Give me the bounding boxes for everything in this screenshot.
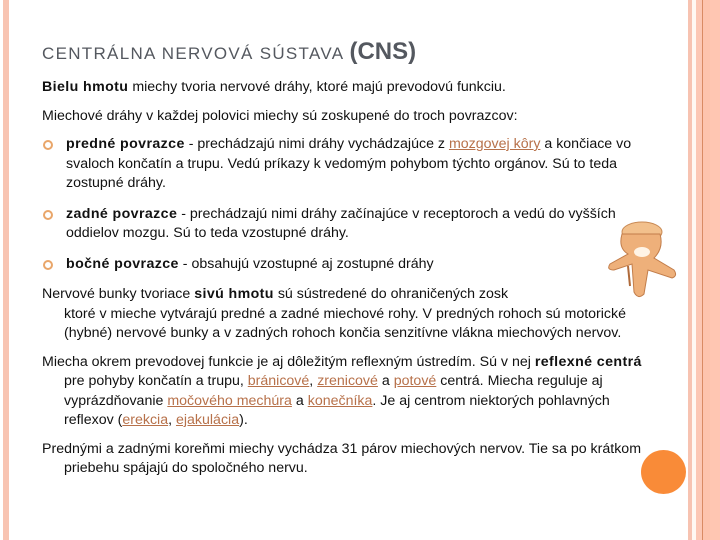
link-konecnika[interactable]: konečníka [307,392,373,409]
paragraph-text: , [309,373,318,389]
paragraph-text: Miecha okrem prevodovej funkcie je aj dôležitým reflexným ústredím. Sú v nej [42,353,535,370]
paragraph-white-matter [42,78,642,98]
link-zrenicove[interactable]: zrenicové [317,373,378,389]
paragraph-text: Nervové bunky tvoriace [42,286,195,302]
paragraph-text: pre pohyby končatín a trupu, [64,373,248,389]
circle-bullet-icon [43,210,53,220]
link-ejakulacia[interactable]: ejakulácia [175,412,240,428]
link-branicove[interactable]: bránicové [247,373,310,389]
list-item [42,255,642,275]
paragraph-text: ktoré v mieche vytvárajú predné a zadné miechové rohy. V predných rohoch sú motorické (hybné) nervové bunky a v zadných rohoch končia senzitívne vlákna miechových nervov. [64,305,626,341]
slide-title [42,38,416,66]
paragraph-text: , [168,412,176,428]
paragraph-text: ). [239,412,248,428]
paragraph-text: . Je aj centrom niektorých pohlavných reflexov ( [64,392,610,428]
title-abbreviation: (CNS) [349,38,417,65]
right-decorative-stripe [710,0,720,540]
list-text: - prechádzajú nimi dráhy vychádzajúce z [184,136,449,152]
left-decorative-stripe [3,0,9,540]
paragraph-text: a [377,373,394,389]
bold-term: zadné povrazce [66,205,178,222]
paragraph-spinal-nerves: Prednými a zadnými koreňmi miechy vychádza 31 párov miechových nervov. Tie sa po krátkom priebehu spájajú do spoločného nervu. [42,440,642,476]
link-potove[interactable]: potové [393,373,437,389]
link-mocoveho-mechura[interactable]: močového mechúra [167,392,292,409]
paragraph-text: sú sústredené do ohraničených zosk [273,286,509,302]
link-erekcia[interactable]: erekcia [122,412,169,428]
list-item [42,205,642,244]
orange-circle-decoration [641,450,686,494]
list-text: - obsahujú vzostupné aj zostupné dráhy [178,255,434,272]
paragraph-text: a [291,392,308,409]
paragraph-reflex-centers [42,353,642,431]
list-text: a končiace vo svaloch končatín a trupu. Vedú príkazy k vedomým pohybom týchto orgánov. Sú to teda zostupné dráhy. [66,136,632,191]
paragraph-text: centrá. Miecha reguluje aj vyprázdňovanie [64,373,603,409]
bold-term: sivú hmotu [194,286,274,302]
vertebra-illustration-icon [598,214,684,302]
paragraph-text: miechy tvoria nervové dráhy, ktoré majú prevodovú funkciu. [128,79,506,95]
link-mozgovej-kory[interactable]: mozgovej kôry [448,136,541,152]
bold-term: Bielu hmotu [42,79,129,95]
right-decorative-stripe [703,0,710,540]
circle-bullet-icon [43,140,53,150]
list-item [42,135,642,194]
bold-term: predné povrazce [66,136,185,152]
bold-term: reflexné centrá [534,353,642,370]
title-main: CENTRÁLNA NERVOVÁ SÚSTAVA [42,44,350,63]
circle-bullet-icon [43,260,53,270]
slide-body [42,78,642,488]
paragraph-tracts-intro: Miechové dráhy v každej polovici miechy sú zoskupené do troch povrazcov: [42,107,518,124]
list-text: - prechádzajú nimi dráhy začínajúce v receptoroch a vedú do vyšších oddielov mozgu. Sú to teda vzostupné dráhy. [66,205,616,241]
bullet-list [42,135,642,274]
bold-term: bočné povrazce [66,255,179,272]
paragraph-grey-matter [42,285,642,344]
